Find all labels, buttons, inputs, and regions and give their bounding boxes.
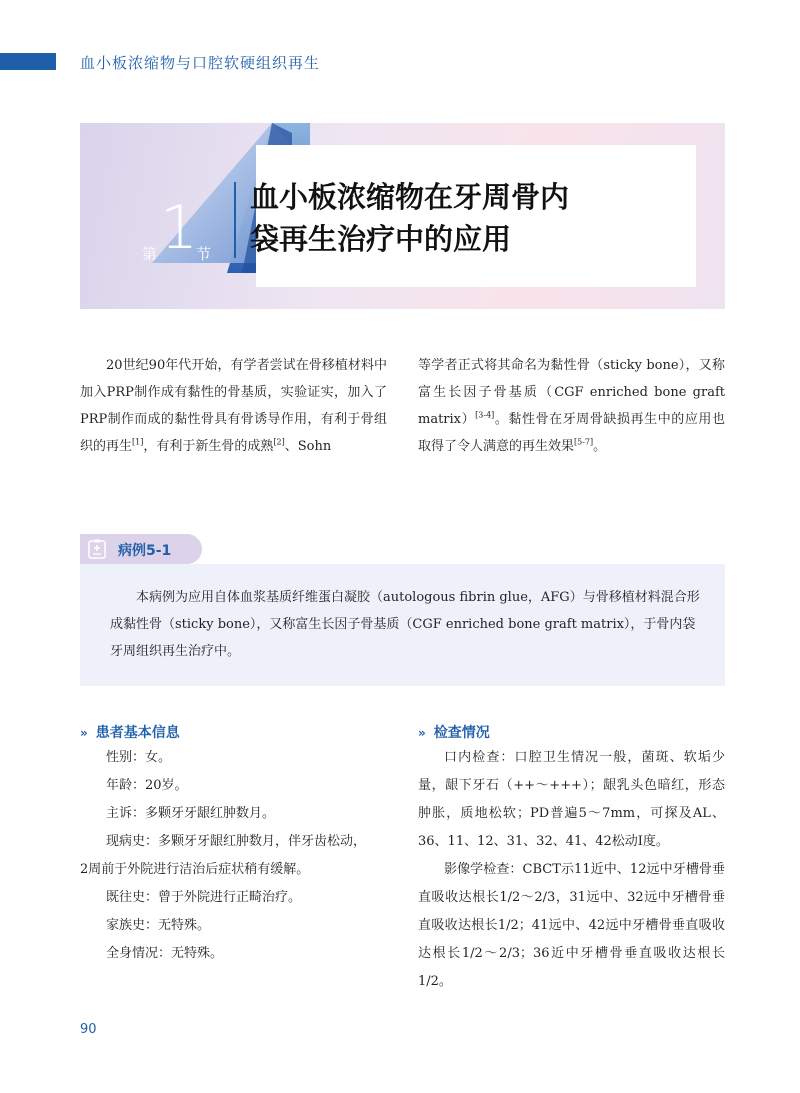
patient-past-history: 既往史：曾于外院进行正畸治疗。 <box>106 890 302 905</box>
exam-oral: 口内检查：口腔卫生情况一般，菌斑、软垢少量，龈下牙石（++～+++）；龈乳头色暗红，形态肿胀，质地松软；PD普遍5～7mm，可探及AL、36、11、12、31、32、41、42松动Ⅰ度。 <box>418 750 725 849</box>
patient-general: 全身情况：无特殊。 <box>106 946 224 961</box>
section-title-line1: 血小板浓缩物在牙周骨内 <box>250 180 570 214</box>
patient-family-history: 家族史：无特殊。 <box>106 918 211 933</box>
section-title <box>250 176 690 260</box>
case-description: 本病例为应用自体血浆基质纤维蛋白凝胶（autologous fibrin glue，AFG）与骨移植材料混合形成黏性骨（sticky bone），又称富生长因子骨基质（CGF enriched bone graft matrix），于骨内袋牙周组织再生治疗中。 <box>110 590 700 659</box>
section-number: 1 <box>160 193 199 263</box>
patient-info-heading: » 患者基本信息 <box>80 725 180 741</box>
case-tag <box>80 534 202 564</box>
section-prefix: 第 <box>142 245 158 263</box>
exam-findings <box>418 744 725 996</box>
section-title-line2: 袋再生治疗中的应用 <box>250 222 512 256</box>
patient-info-list <box>80 744 400 968</box>
running-title: 血小板浓缩物与口腔软硬组织再生 <box>80 54 321 72</box>
section-suffix: 节 <box>196 245 212 263</box>
patient-present-history-2: 2周前于外院进行洁治后症状稍有缓解。 <box>80 862 310 877</box>
chevron-right-icon: » <box>80 726 88 740</box>
title-rule <box>234 182 236 258</box>
header-accent-bar <box>0 53 56 70</box>
page-number: 90 <box>80 1022 97 1037</box>
intro-right-paragraph: 等学者正式将其命名为黏性骨（sticky bone），又称富生长因子骨基质（CGF enriched bone graft matrix）[3-4]。黏性骨在牙周骨缺损再生中的应用也取得了令人满意的再生效果[5-7]。 <box>418 358 725 454</box>
intro-right-column <box>418 352 725 460</box>
patient-present-history-1: 现病史：多颗牙牙龈红肿数月，伴牙齿松动， <box>106 834 367 849</box>
case-label: 病例5-1 <box>118 543 172 559</box>
chevron-right-icon: » <box>418 726 426 740</box>
patient-complaint: 主诉：多颗牙牙龈红肿数月。 <box>106 806 276 821</box>
intro-left-column <box>80 352 387 460</box>
exam-imaging: 影像学检查：CBCT示11近中、12远中牙槽骨垂直吸收达根长1/2～2/3，31远中、32远中牙槽骨垂直吸收达根长1/2；41远中、42远中牙槽骨垂直吸收达根长1/2～2/3；36近中牙槽骨垂直吸收达根长1/2。 <box>418 862 725 989</box>
patient-age: 年龄：20岁。 <box>106 778 188 793</box>
medical-record-icon <box>88 539 106 559</box>
intro-left-paragraph: 20世纪90年代开始，有学者尝试在骨移植材料中加入PRP制作成有黏性的骨基质，实验证实，加入了PRP制作而成的黏性骨具有骨诱导作用，有利于骨组织的再生[1]，有利于新生骨的成熟[2]、Sohn <box>80 358 387 454</box>
patient-sex: 性别：女。 <box>106 750 172 765</box>
exam-heading: » 检查情况 <box>418 725 490 741</box>
